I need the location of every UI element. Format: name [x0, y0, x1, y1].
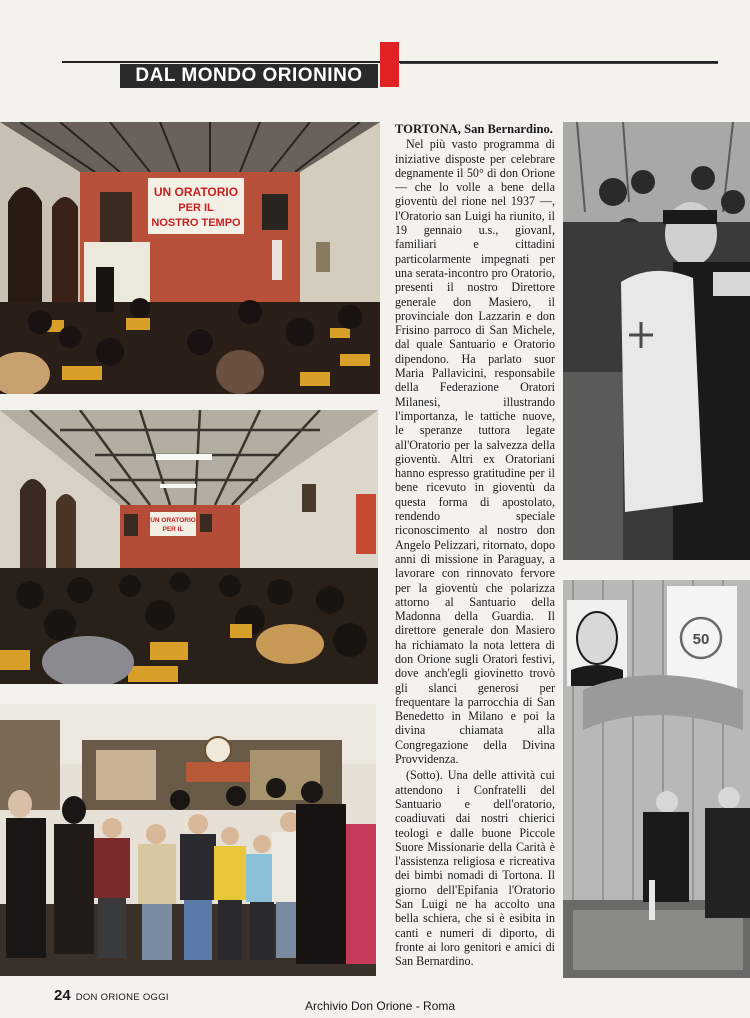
publication-name: DON ORIONE OGGI [75, 992, 169, 1003]
section-header [120, 64, 378, 88]
banner-line-1: UN ORATORIO [153, 185, 239, 199]
article-body [395, 122, 555, 969]
section-title: DAL MONDO ORIONINO [135, 65, 363, 86]
archive-credit: Archivio Don Orione - Roma [305, 999, 456, 1013]
header-rule-right [400, 63, 718, 64]
photo-children-group [0, 704, 376, 976]
banner-line-2: PER IL [178, 202, 214, 214]
anniversary-badge: 50 [692, 631, 710, 648]
page-number: 24 [54, 987, 71, 1004]
article-paragraph-1: Nel più vasto programma di iniziative disposte per celebrare degnamente il 50° di don Orione — che lo volle a bene della gioventù del rione nel 1937 —, l'Oratorio san Luigi ha riunito, il 19 gennaio u.s., giovanI, familiari e cittadini particolarmente impegnati per una serata-incontro pro Oratorio, presenti il nostro Direttore generale don Masiero, il provinciale don Lazzarin e don Frisino parroco di San Michele, dal quale Santuario e Oratorio dipendono. Ha parlato suor Maria Pallavicini, responsabile della Federazione Oratori Milanesi, illustrando l'importanza, le tattiche nuove, le speranze tuttora legate all'Oratorio per la salvezza della gioventù. Altri ex Oratoriani hanno espresso gratitudine per il bene ricevuto in gioventù da questa forma di apostolato, rendendo speciale riconoscimento al nostro don Angelo Pelizzari, ritornato, dopo anni di missione in Paraguay, a lavorare con rinnovato fervore per la gioventù che polarizza attorno al Santuario della Madonna della Guardia. Il direttore generale don Masiero ha richiamato la nota lettera di don Orione sugli Oratori festivi, dove anch'egli giovinetto trovò gli slanci generosi per frequentare la parrocchia di San Benedetto in Milano e poi la divina chiamata alla Congregazione della Divina Provvidenza. [395, 137, 555, 767]
photo-priest-outdoor-blessing [563, 122, 750, 560]
small-banner-line-2: PER IL [162, 526, 184, 533]
photo-oratory-meeting-hall [0, 122, 380, 394]
header-accent-bar [380, 42, 399, 87]
photo-oratory-hall-audience [0, 410, 378, 684]
photo-anniversary-meeting [563, 580, 750, 978]
page-footer [54, 987, 169, 1004]
article-paragraph-2: (Sotto). Una delle attività cui attendono i Confratelli del Santuario e dell'oratorio, coadiuvati dai nostri chierici teologi e dalle buone Piccole Suore Missionarie della Carità è l'assistenza religiosa e ricreativa dei bimbi nomadi di Tortona. Il giorno dell'Epifania l'Oratorio San Luigi ne ha accolto una bella schiera, che si è esibita in canti e numeri di diporto, di fronte ai loro genitori e amici di San Bernardino. [395, 768, 555, 969]
banner-line-3: NOSTRO TEMPO [151, 217, 241, 229]
small-banner-line-1: UN ORATORIO [150, 517, 196, 524]
article-lead: TORTONA, San Bernardino. [395, 122, 553, 136]
